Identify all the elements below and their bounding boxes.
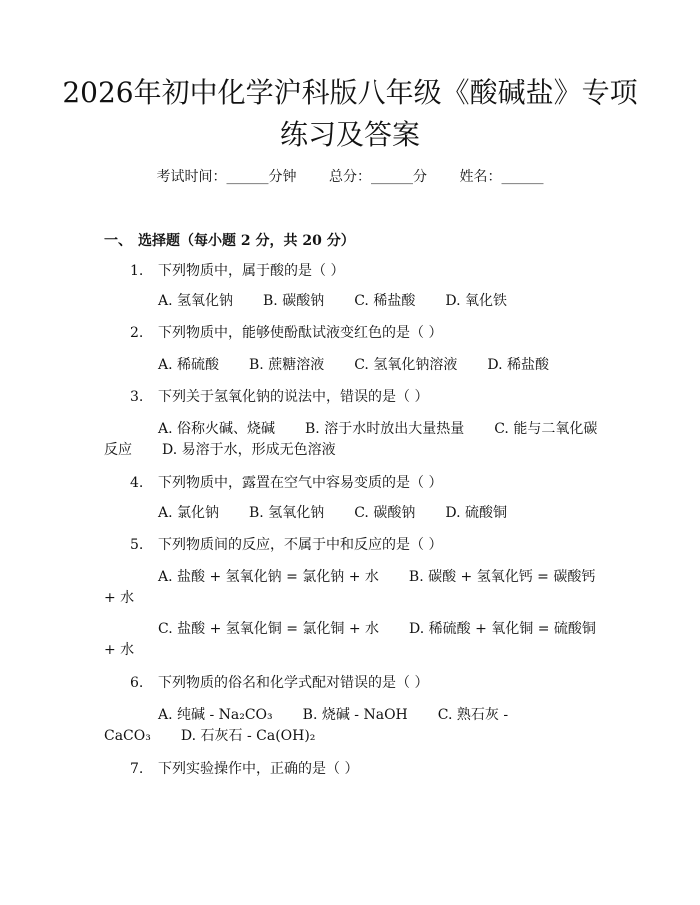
option-b: B. 烧碱 - NaOH (302, 707, 408, 723)
question-1-options (104, 291, 600, 312)
question-text: 下列物质中，能够使酚酞试液变红色的是（ ） (158, 325, 443, 341)
question-5-options-cd (104, 619, 600, 661)
option-c: C. 碳酸钠 (354, 505, 416, 521)
question-text: 下列物质的俗名和化学式配对错误的是（ ） (158, 675, 429, 691)
option-d: D. 易溶于水，形成无色溶液 (162, 442, 336, 458)
option-b: B. 碳酸钠 (263, 293, 325, 309)
option-a: A. 氯化钠 (158, 505, 220, 521)
section-heading (104, 231, 355, 251)
question-5-options-ab (104, 567, 600, 609)
option-c: C. 熟石灰 - CaCO₃ (104, 707, 509, 744)
question-4-options (104, 503, 600, 524)
option-c: C. 氢氧化钠溶液 (354, 357, 458, 373)
question-text: 下列实验操作中，正确的是（ ） (158, 761, 359, 777)
option-b: B. 碳酸 + 氢氧化钙 = 碳酸钙 + 水 (104, 569, 596, 606)
question-number: 2. (130, 325, 144, 341)
question-2 (130, 323, 442, 343)
section-number: 一、 (104, 233, 132, 249)
question-number: 1. (130, 263, 144, 279)
document-title: 2026年初中化学沪科版八年级《酸碱盐》专项练习及答案 (62, 76, 638, 151)
question-5 (130, 535, 442, 555)
exam-time: 考试时间：______分钟 (156, 169, 297, 185)
question-7 (130, 759, 358, 779)
question-number: 6. (130, 675, 144, 691)
option-a: A. 盐酸 + 氢氧化钠 = 氯化钠 + 水 (158, 569, 379, 585)
question-number: 4. (130, 475, 144, 491)
question-number: 5. (130, 537, 144, 553)
question-text: 下列物质间的反应，不属于中和反应的是（ ） (158, 537, 443, 553)
question-3 (130, 387, 428, 407)
option-d: D. 氧化铁 (445, 293, 507, 309)
option-b: B. 蔗糖溶液 (249, 357, 325, 373)
question-6 (130, 673, 428, 693)
section-title: 选择题（每小题 2 分，共 20 分） (138, 233, 355, 249)
option-b: B. 氢氧化钠 (249, 505, 325, 521)
question-text: 下列关于氢氧化钠的说法中，错误的是（ ） (158, 389, 429, 405)
question-1 (130, 261, 344, 281)
question-text: 下列物质中，属于酸的是（ ） (158, 263, 345, 279)
option-c: C. 稀盐酸 (354, 293, 416, 309)
question-6-options (104, 705, 600, 747)
option-d: D. 硫酸铜 (445, 505, 507, 521)
total-score: 总分：______分 (329, 169, 427, 185)
question-3-options (104, 419, 600, 461)
option-a: A. 俗称火碱、烧碱 (158, 421, 276, 437)
student-name: 姓名：______ (459, 169, 544, 185)
option-a: A. 氢氧化钠 (158, 293, 234, 309)
question-4 (130, 473, 442, 493)
option-d: D. 稀硫酸 + 氧化铜 = 硫酸铜 + 水 (104, 621, 596, 658)
question-number: 7. (130, 761, 144, 777)
option-c: C. 盐酸 + 氢氧化铜 = 氯化铜 + 水 (158, 621, 380, 637)
question-2-options (104, 355, 600, 376)
option-d: D. 稀盐酸 (487, 357, 549, 373)
exam-meta (0, 167, 700, 187)
option-b: B. 溶于水时放出大量热量 (305, 421, 465, 437)
option-a: A. 纯碱 - Na₂CO₃ (158, 707, 273, 723)
option-c: C. 能与二氧化碳反应 (104, 421, 598, 458)
option-a: A. 稀硫酸 (158, 357, 220, 373)
question-text: 下列物质中，露置在空气中容易变质的是（ ） (158, 475, 443, 491)
question-number: 3. (130, 389, 144, 405)
option-d: D. 石灰石 - Ca(OH)₂ (180, 728, 316, 744)
